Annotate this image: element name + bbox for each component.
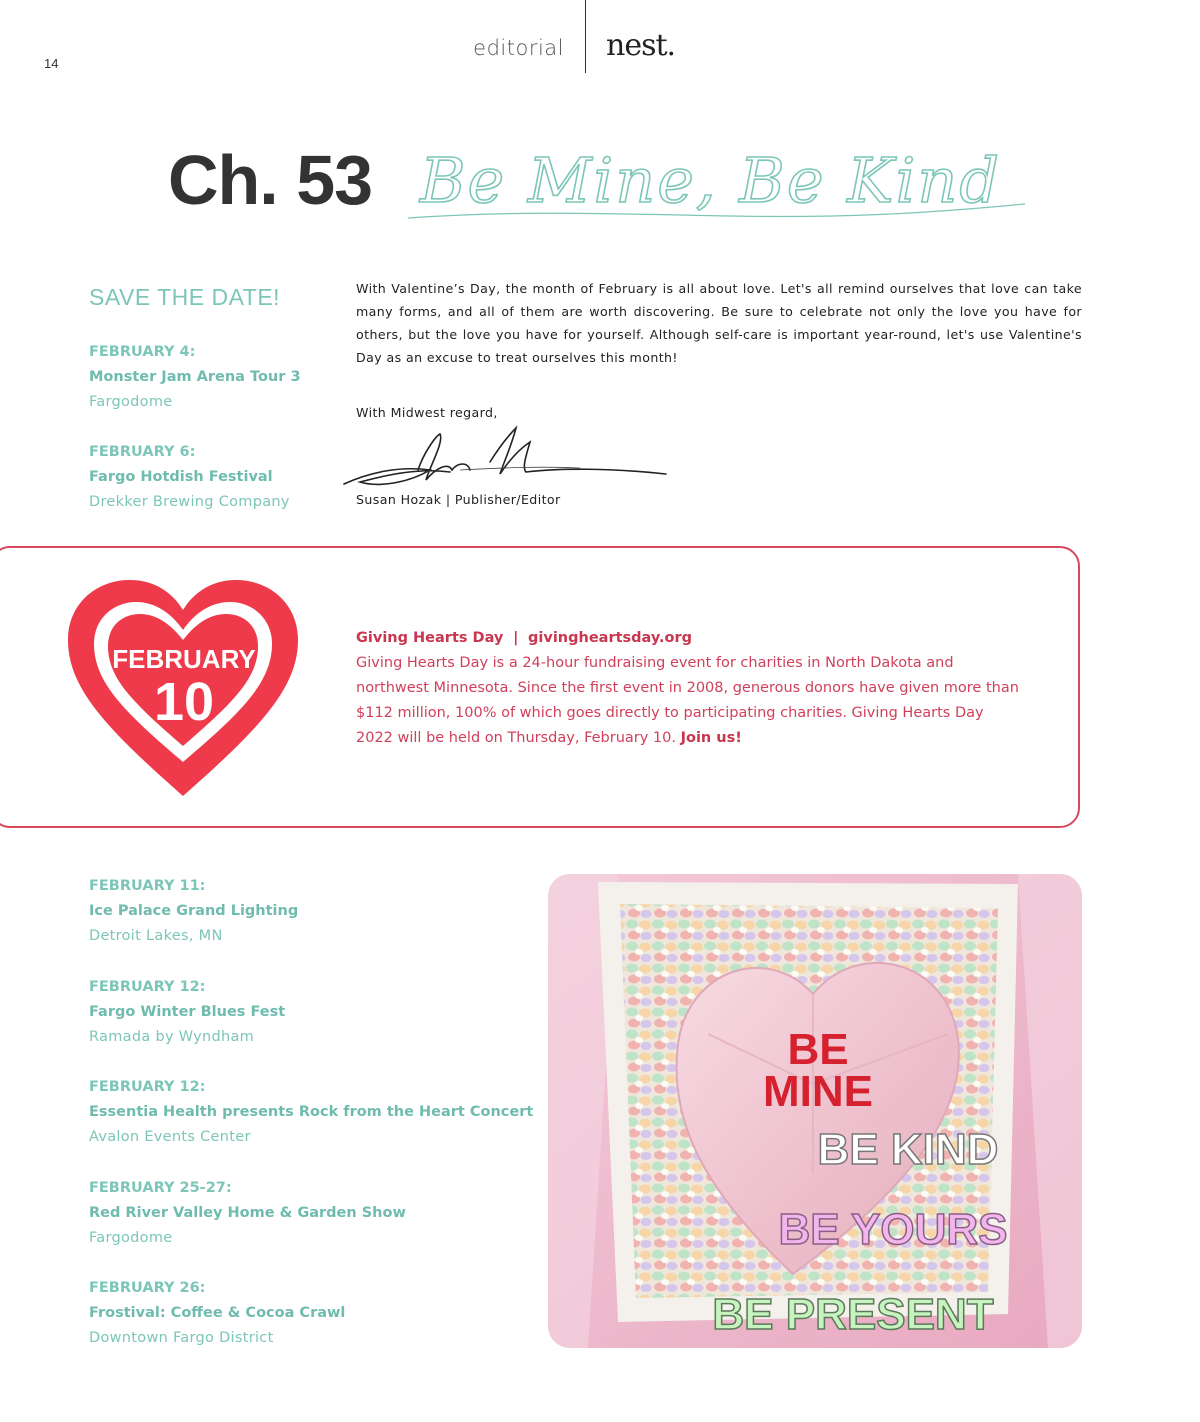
section-label: editorial — [473, 36, 564, 60]
caption-be-present: BE PRESENT — [712, 1290, 994, 1339]
event-venue: Fargodome — [89, 394, 173, 410]
event-item — [89, 874, 298, 949]
caption-be-kind: BE KIND — [817, 1125, 999, 1174]
chapter-title: Ch. 53 — [168, 141, 373, 219]
badge-month: FEBRUARY — [112, 644, 256, 674]
event-venue: Downtown Fargo District — [89, 1330, 274, 1346]
logo-text: nest. — [606, 28, 676, 63]
giving-hearts-title: Giving Hearts Day — [356, 630, 504, 646]
event-item — [89, 1276, 345, 1351]
header-divider — [585, 0, 586, 73]
event-item — [89, 1176, 406, 1251]
giving-hearts-body: Giving Hearts Day is a 24-hour fundraising event for charities in North Dakota and northwest Minnesota. Since the first event in 2008, generous donors have given more than $112 million, 100% of which goes directly to participating charities. Giving Hearts Day 2022 will be held on Thursday, February 10. — [356, 655, 1019, 746]
event-date: FEBRUARY 6: — [89, 444, 196, 460]
event-name: Red River Valley Home & Garden Show — [89, 1205, 406, 1221]
event-venue: Ramada by Wyndham — [89, 1029, 255, 1045]
editor-letter: With Valentine’s Day, the month of February is all about love. Let's all remind ourselves that love can take many forms, and all of them are worth discovering. Be sure to celebrate not only the love you have for others, but the love you have for yourself. Although self-care is important year-round, let's use Valentine's Day as an excuse to treat ourselves this month! — [356, 281, 1082, 365]
caption-be-yours: BE YOURS — [778, 1205, 1008, 1254]
event-date: FEBRUARY 26: — [89, 1280, 206, 1296]
event-item — [89, 1075, 533, 1150]
event-name: Frostival: Coffee & Cocoa Crawl — [89, 1305, 346, 1321]
title-separator: | — [513, 630, 519, 646]
badge-day: 10 — [153, 672, 215, 732]
event-name: Fargo Hotdish Festival — [89, 469, 273, 485]
event-name: Fargo Winter Blues Fest — [89, 1004, 286, 1020]
event-name: Ice Palace Grand Lighting — [89, 903, 299, 919]
event-venue: Avalon Events Center — [89, 1129, 251, 1145]
letter-closing: With Midwest regard, — [356, 405, 498, 420]
nest-logo — [606, 28, 675, 63]
event-date: FEBRUARY 12: — [89, 979, 206, 995]
signature — [340, 422, 670, 494]
script-title — [400, 130, 1040, 240]
event-date: FEBRUARY 12: — [89, 1079, 206, 1095]
heart-text-be: BE — [787, 1025, 849, 1074]
valentine-candy-heart-photo — [548, 874, 1082, 1348]
page-number: 14 — [44, 56, 59, 71]
event-name: Essentia Health presents Rock from the Heart Concert — [89, 1104, 534, 1120]
february-10-heart-badge — [66, 578, 300, 800]
event-name: Monster Jam Arena Tour 3 — [89, 369, 301, 385]
save-the-date-heading: SAVE THE DATE! — [89, 284, 281, 310]
event-venue: Detroit Lakes, MN — [89, 928, 223, 944]
giving-hearts-text — [356, 626, 1024, 751]
giving-hearts-url[interactable]: givingheartsday.org — [528, 630, 692, 646]
event-venue: Fargodome — [89, 1230, 173, 1246]
event-date: FEBRUARY 25-27: — [89, 1180, 232, 1196]
letter-byline: Susan Hozak | Publisher/Editor — [356, 492, 561, 507]
event-item — [89, 975, 285, 1050]
join-us-cta[interactable]: Join us! — [680, 730, 742, 746]
event-venue: Drekker Brewing Company — [89, 494, 290, 510]
heart-text-mine: MINE — [763, 1067, 873, 1116]
event-date: FEBRUARY 11: — [89, 878, 206, 894]
giving-hearts-title-line — [356, 626, 1024, 651]
script-title-text: Be Mine, Be Kind — [420, 144, 1002, 217]
event-item — [89, 340, 301, 415]
event-item — [89, 440, 290, 515]
event-date: FEBRUARY 4: — [89, 344, 196, 360]
